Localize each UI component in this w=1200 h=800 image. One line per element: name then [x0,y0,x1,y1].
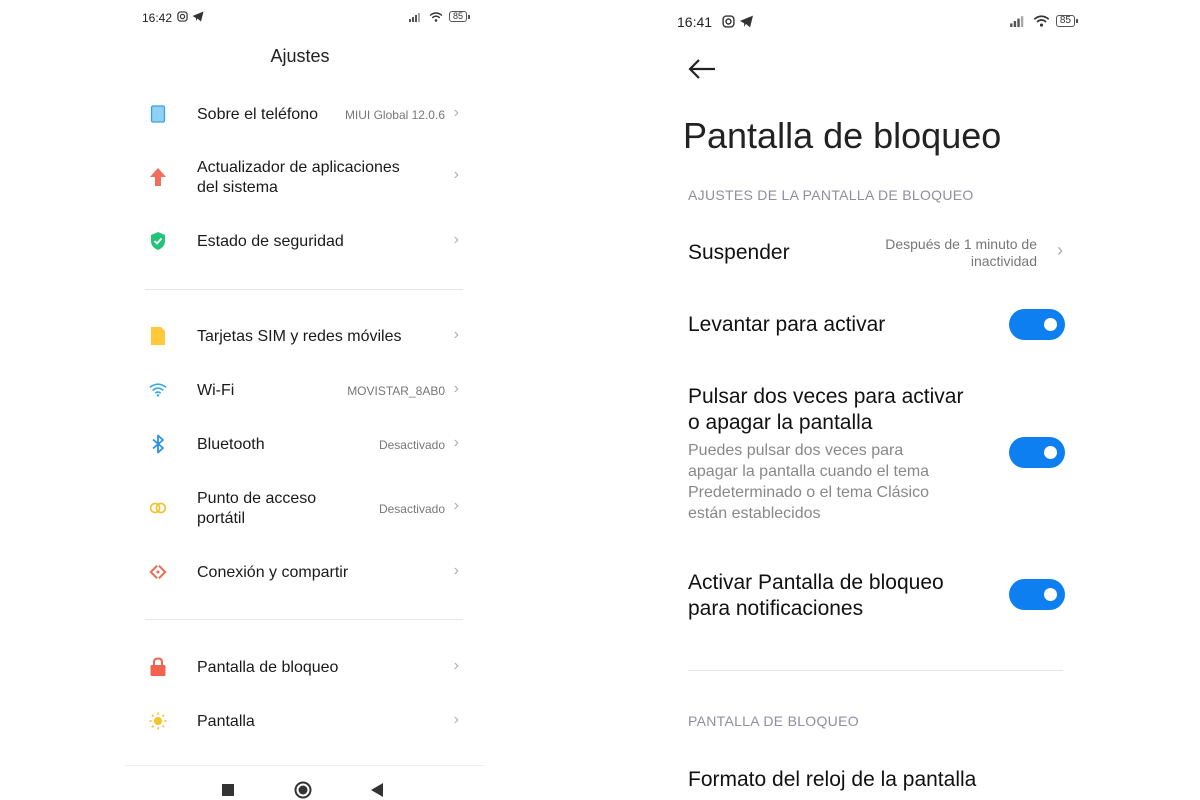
telegram-icon [739,15,754,28]
divider [145,619,463,620]
settings-item-hotspot[interactable] [125,489,475,531]
chevron-right-icon: › [453,562,459,579]
recents-square-icon[interactable] [222,784,234,796]
bluetooth-icon [149,435,167,453]
chevron-right-icon: › [453,380,459,397]
instagram-icon [722,15,735,28]
setting-label-line2: o apagar la pantalla [688,411,873,434]
settings-item-about-phone[interactable] [125,100,475,130]
settings-item-display[interactable] [125,708,475,738]
divider [145,289,463,290]
setting-label-line1: Pulsar dos veces para activar [688,385,964,408]
chevron-right-icon: › [453,231,459,248]
shield-check-icon [149,232,167,250]
item-value: Desactivado [378,438,445,452]
setting-label: Suspender [688,241,790,264]
wifi-icon [149,381,167,399]
sim-card-icon [149,327,167,345]
item-label: Pantalla de bloqueo [197,659,339,676]
divider [688,670,1063,671]
battery-icon: 85 [1056,15,1075,27]
hotspot-icon [149,499,167,517]
setting-label-line1: Formato del reloj de la pantalla [688,768,977,791]
settings-item-connection-sharing[interactable] [125,559,475,589]
settings-item-app-updater[interactable] [125,158,475,200]
back-arrow-icon[interactable] [687,56,717,82]
setting-description-line2: apagar la pantalla cuando el tema [688,463,930,480]
phone-info-icon [149,105,167,123]
telegram-icon [192,11,204,22]
chevron-right-icon: › [453,497,459,514]
setting-label-line1: Activar Pantalla de bloqueo [688,571,944,594]
status-bar [125,10,485,26]
raise-to-wake-toggle[interactable] [1009,309,1065,340]
settings-item-sim-networks[interactable] [125,323,475,353]
double-tap-toggle[interactable] [1009,437,1065,468]
setting-label-line2: para notificaciones [688,597,864,620]
item-label: Conexión y compartir [197,564,349,581]
home-circle-icon[interactable] [294,781,312,799]
setting-value-line2: inactividad [970,253,1037,269]
status-time: 16:41 [677,14,713,30]
instagram-icon [177,11,188,22]
item-value: MOVISTAR_8AB0 [347,384,445,398]
wifi-status-icon [1033,15,1050,27]
settings-item-bluetooth[interactable] [125,431,475,461]
settings-screen [125,0,485,800]
item-label: Tarjetas SIM y redes móviles [197,328,402,345]
settings-item-lock-screen[interactable] [125,654,475,684]
notifications-toggle[interactable] [1009,579,1065,610]
lock-screen-settings [665,0,1085,800]
toggle-knob [1044,588,1057,601]
item-label-line2: del sistema [197,179,278,196]
item-label: Pantalla [197,713,255,730]
setting-description-line3: Predeterminado o el tema Clásico [688,484,930,501]
setting-label: Levantar para activar [688,313,886,336]
chevron-right-icon: › [453,657,459,674]
setting-description-line4: están establecidos [688,505,821,522]
share-connection-icon [149,563,167,581]
signal-icon [1010,15,1027,27]
section-header-lock-screen: PANTALLA DE BLOQUEO [688,713,859,729]
item-label: Sobre el teléfono [197,106,318,123]
signal-icon [409,12,423,22]
navigation-bar [125,765,485,800]
settings-item-wifi[interactable] [125,377,475,407]
status-app-icons [722,15,754,28]
arrow-up-icon [149,168,167,186]
item-label-line1: Actualizador de aplicaciones [197,159,400,176]
item-value: Desactivado [378,502,445,516]
setting-description-line1: Puedes pulsar dos veces para [688,442,904,459]
page-title: Pantalla de bloqueo [683,115,1002,156]
page-title: Ajustes [270,46,330,66]
chevron-right-icon: › [453,711,459,728]
toggle-knob [1044,446,1057,459]
toggle-knob [1044,318,1057,331]
item-label: Estado de seguridad [197,233,344,250]
status-system-icons [1010,15,1075,27]
battery-icon: 85 [449,11,467,22]
chevron-right-icon: › [453,434,459,451]
status-bar [665,10,1085,30]
chevron-right-icon: › [453,104,459,121]
status-system-icons [409,11,467,22]
item-value: MIUI Global 12.0.6 [344,108,445,122]
lock-icon [149,658,167,676]
item-label: Bluetooth [197,436,265,453]
brightness-icon [149,712,167,730]
item-label-line2: portátil [197,510,246,527]
item-label: Wi-Fi [197,382,235,399]
status-time: 16:42 [142,11,173,25]
status-app-icons [177,11,204,22]
chevron-right-icon: › [453,326,459,343]
item-label-line1: Punto de acceso [197,490,317,507]
chevron-right-icon: › [453,166,459,183]
settings-item-security-status[interactable] [125,228,475,258]
setting-value-line1: Después de 1 minuto de [885,236,1037,252]
back-triangle-icon[interactable] [371,783,383,797]
wifi-status-icon [429,12,443,22]
chevron-right-icon: › [1057,240,1063,260]
section-header-lock-settings: AJUSTES DE LA PANTALLA DE BLOQUEO [688,187,974,203]
